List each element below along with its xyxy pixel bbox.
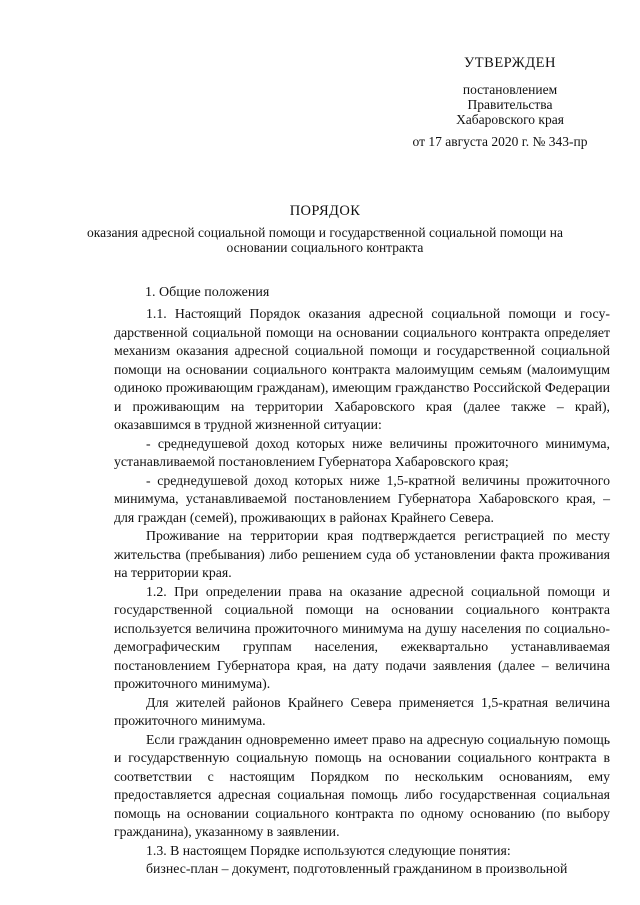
document-body	[114, 305, 610, 879]
approval-line-3: Хабаровского края	[456, 112, 564, 127]
approval-line-2: Правительства	[467, 97, 553, 112]
approval-line-1: постановлением	[462, 82, 558, 97]
paragraph: Если гражданин одновременно имеет право на адресную социальную помощь и государственную социальную помощь на основании социального контракта в соответствии с настоящим Порядком по нескольким основаниям, ему предоставляется адресная социальная помощь либо государственная социальная помощь на основании социального контракта по одному основанию (по выбору гражданина), указанному в заявлении.	[114, 731, 610, 839]
section-heading: 1. Общие положения	[145, 285, 270, 300]
paragraph: Для жителей районов Крайнего Севера применяется 1,5-кратная величина прожиточного минимума.	[114, 694, 610, 728]
approval-heading: УТВЕРЖДЕН	[464, 55, 556, 71]
approval-date: от 17 августа 2020 г. № 343-пр	[412, 134, 588, 149]
paragraph: 1.3. В настоящем Порядке используются следующие понятия:	[146, 842, 511, 858]
paragraph: - среднедушевой доход которых ниже величины прожиточного минимума, устанавливаемой постановлением Губернатора Хабаровского края;	[114, 435, 610, 469]
approval-stamp	[380, 56, 620, 149]
paragraph: бизнес-план – документ, подготовленный гражданином в произвольной	[146, 861, 568, 876]
document-subtitle: оказания адресной социальной помощи и государственной социальной помощи на основании социального контракта	[87, 225, 563, 255]
paragraph: 1.2. При определении права на оказание адресной социальной помощи и государственной социальной помощи на основании социального контракта используется величина прожиточного минимума на душу населения по социально-демографическим группам населения, ежеквартально устанавливаемая постановлением Губернатора края, на дату подачи заявления (далее – величина прожиточного минимума).	[114, 583, 610, 691]
document-title: ПОРЯДОК	[289, 203, 361, 219]
paragraph: 1.1. Настоящий Порядок оказания адресной социальной помощи и государственной социальной помощи на основании социального контракта определяет механизм оказания адресной социальной помощи и государственной социальной помощи на основании социального контракта малоимущим семьям (малоимущим одиноко проживающим гражданам), имеющим гражданство Российской Федерации и проживающим на территории Хабаровского края (далее также – край), оказавшимся в трудной жизненной ситуации:	[114, 306, 610, 432]
paragraph: Проживание на территории края подтверждается регистрацией по месту жительства (пребывания) либо решением суда об установлении факта проживания на территории края.	[114, 528, 610, 580]
paragraph: - среднедушевой доход которых ниже 1,5-кратной величины прожиточного минимума, устанавливаемой постановлением Губернатора Хабаровского края, – для граждан (семей), проживающих в районах Крайнего Севера.	[114, 472, 610, 525]
